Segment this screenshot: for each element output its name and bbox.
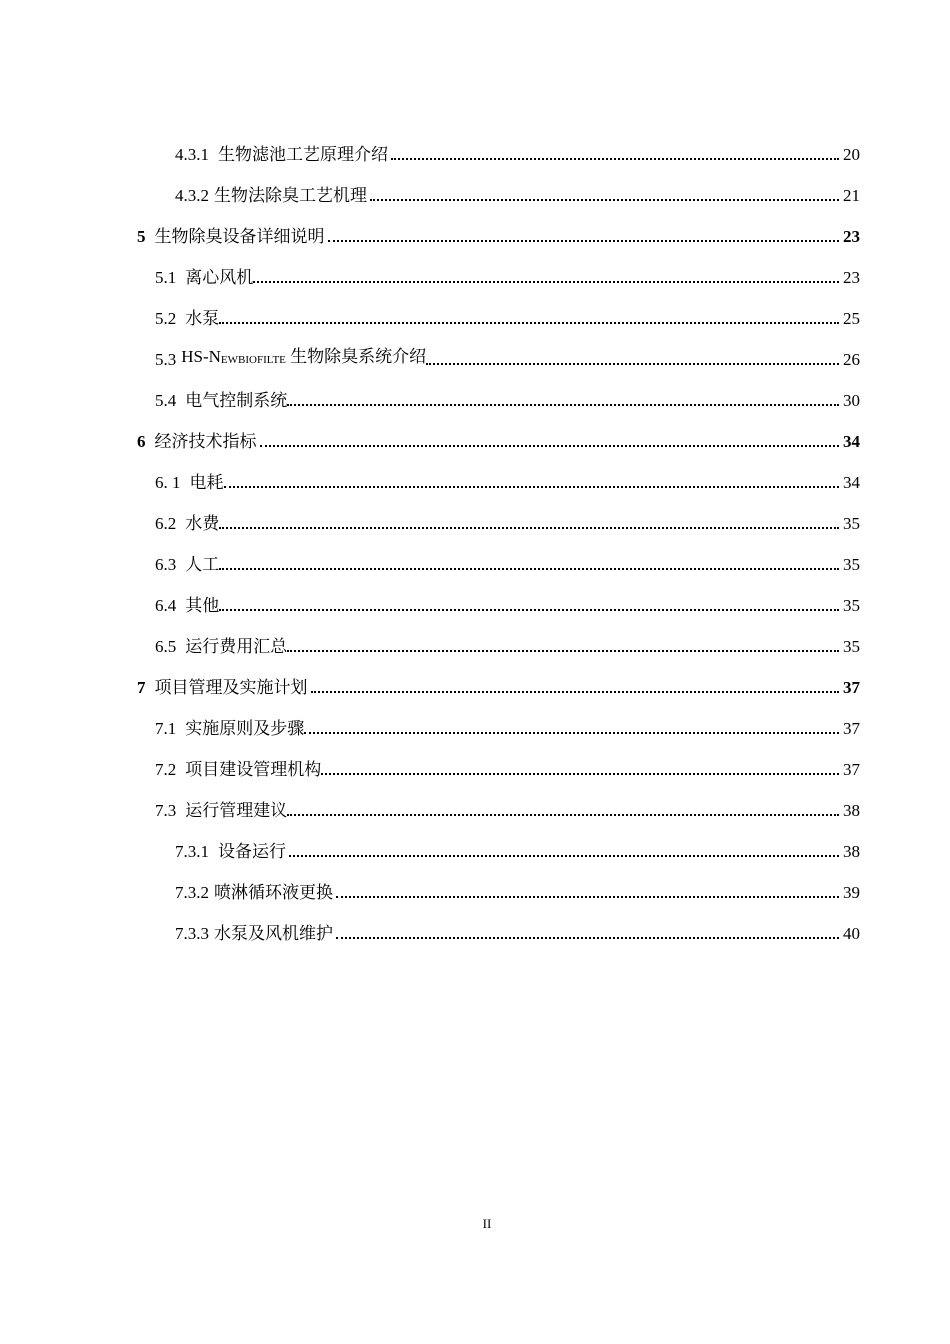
- toc-entry-6-1[interactable]: [155, 472, 860, 494]
- toc-entry-number: 6: [137, 432, 146, 451]
- toc-entry-number: 4.3.2: [175, 186, 209, 205]
- toc-entry-page: 37: [843, 760, 860, 779]
- toc-entry-page: 37: [843, 719, 860, 738]
- toc-leader-dots: [287, 404, 839, 406]
- toc-entry-number: 7.3: [155, 801, 177, 820]
- toc-leader-dots: [321, 773, 839, 775]
- toc-entry-title: [181, 346, 426, 371]
- toc-entry-title: 生物除臭设备详细说明: [154, 227, 325, 246]
- toc-leader-dots: [336, 896, 839, 898]
- toc-entry-4-3-2[interactable]: [175, 185, 860, 207]
- toc-entry-number: 6.3: [155, 555, 177, 574]
- toc-entry-title: 离心风机: [185, 268, 254, 287]
- toc-entry-number: 5.2: [155, 309, 177, 328]
- toc-entry-4-3-1[interactable]: [175, 144, 860, 166]
- toc-leader-dots: [287, 814, 839, 816]
- toc-leader-dots: [219, 568, 839, 570]
- toc-title-subscript: EWBIOFILTE: [220, 354, 286, 366]
- toc-entry-title: 实施原则及步骤: [185, 719, 305, 738]
- toc-entry-6[interactable]: [137, 431, 860, 453]
- toc-entry-6-2[interactable]: [155, 513, 860, 535]
- toc-entry-number: 5.4: [155, 391, 177, 410]
- toc-leader-dots: [219, 322, 839, 324]
- toc-entry-title: 电耗: [189, 473, 224, 492]
- toc-entry-page: 35: [843, 555, 860, 574]
- toc-entry-title: 电气控制系统: [185, 391, 288, 410]
- toc-entry-title: 水泵及风机维护: [214, 924, 333, 943]
- toc-entry-5-1[interactable]: [155, 267, 860, 289]
- toc-entry-page: 38: [843, 801, 860, 820]
- toc-entry-number: 7.3.2: [175, 883, 209, 902]
- toc-title-main: HS-N: [181, 347, 221, 366]
- toc-entry-page: 37: [843, 678, 860, 697]
- toc-entry-page: 39: [843, 883, 860, 902]
- toc-leader-dots: [304, 732, 839, 734]
- toc-entry-title: 生物滤池工艺原理介绍: [218, 145, 388, 164]
- toc-entry-number: 7.1: [155, 719, 177, 738]
- toc-entry-page: 38: [843, 842, 860, 861]
- toc-entry-number: 4.3.1: [175, 145, 209, 164]
- toc-leader-dots: [224, 486, 840, 488]
- toc-entry-7-1[interactable]: [155, 718, 860, 740]
- toc-entry-number: 7.3.3: [175, 924, 209, 943]
- toc-entry-title: 人工: [185, 555, 220, 574]
- toc-entry-5-4[interactable]: [155, 390, 860, 412]
- toc-entry-number: 6.4: [155, 596, 177, 615]
- toc-leader-dots: [391, 158, 839, 160]
- toc-entry-7[interactable]: [137, 677, 860, 699]
- toc-entry-title: 设备运行: [218, 842, 286, 861]
- toc-entry-7-3-3[interactable]: [175, 923, 860, 945]
- toc-leader-dots: [219, 609, 839, 611]
- toc-entry-6-5[interactable]: [155, 636, 860, 658]
- toc-entry-title: 项目管理及实施计划: [154, 678, 308, 697]
- toc-leader-dots: [311, 691, 840, 693]
- toc-entry-number: 6. 1: [155, 473, 181, 492]
- toc-entry-page: 21: [843, 186, 860, 205]
- toc-leader-dots: [253, 281, 839, 283]
- toc-entry-title: 生物法除臭工艺机理: [214, 186, 367, 205]
- toc-entry-6-3[interactable]: [155, 554, 860, 576]
- toc-leader-dots: [289, 855, 839, 857]
- toc-entry-page: 23: [843, 227, 860, 246]
- toc-entry-title: 运行费用汇总: [185, 637, 288, 656]
- toc-entry-title: 运行管理建议: [185, 801, 288, 820]
- toc-leader-dots: [370, 199, 839, 201]
- toc-entry-number: 5.1: [155, 268, 177, 287]
- toc-entry-page: 35: [843, 637, 860, 656]
- toc-entry-page: 30: [843, 391, 860, 410]
- toc-leader-dots: [336, 937, 839, 939]
- toc-entry-page: 40: [843, 924, 860, 943]
- toc-entry-title: 水泵: [185, 309, 220, 328]
- toc-entry-page: 35: [843, 596, 860, 615]
- toc-leader-dots: [219, 527, 839, 529]
- toc-entry-5-2[interactable]: [155, 308, 860, 330]
- toc-entry-page: 26: [843, 350, 860, 369]
- toc-entry-title: 水费: [185, 514, 220, 533]
- toc-entry-page: 34: [843, 473, 860, 492]
- toc-entry-title: 经济技术指标: [154, 432, 257, 451]
- toc-entry-7-3[interactable]: [155, 800, 860, 822]
- toc-entry-number: 6.5: [155, 637, 177, 656]
- toc-leader-dots: [260, 445, 840, 447]
- toc-entry-7-3-2[interactable]: [175, 882, 860, 904]
- toc-entry-number: 7.2: [155, 760, 177, 779]
- toc-entry-6-4[interactable]: [155, 595, 860, 617]
- toc-entry-title: 项目建设管理机构: [185, 760, 322, 779]
- toc-entry-page: 35: [843, 514, 860, 533]
- toc-entry-title: 喷淋循环液更换: [214, 883, 333, 902]
- toc-entry-number: 7.3.1: [175, 842, 209, 861]
- toc-entry-7-3-1[interactable]: [175, 841, 860, 863]
- toc-entry-title: 其他: [185, 596, 220, 615]
- toc-title-rest: 生物除臭系统介绍: [290, 347, 427, 366]
- toc-leader-dots: [287, 650, 839, 652]
- page-number-footer: II: [482, 1216, 492, 1231]
- toc-entry-7-2[interactable]: [155, 759, 860, 781]
- toc-entry-page: 23: [843, 268, 860, 287]
- toc-entry-number: 5: [137, 227, 146, 246]
- toc-entry-page: 34: [843, 432, 860, 451]
- toc-entry-5-3[interactable]: [155, 349, 860, 371]
- toc-entry-number: 5.3: [155, 350, 177, 369]
- toc-leader-dots: [328, 240, 840, 242]
- toc-leader-dots: [426, 363, 839, 365]
- toc-entry-page: 25: [843, 309, 860, 328]
- toc-entry-5[interactable]: [137, 226, 860, 248]
- toc-entry-page: 20: [843, 145, 860, 164]
- toc-entry-number: 6.2: [155, 514, 177, 533]
- toc-entry-number: 7: [137, 678, 146, 697]
